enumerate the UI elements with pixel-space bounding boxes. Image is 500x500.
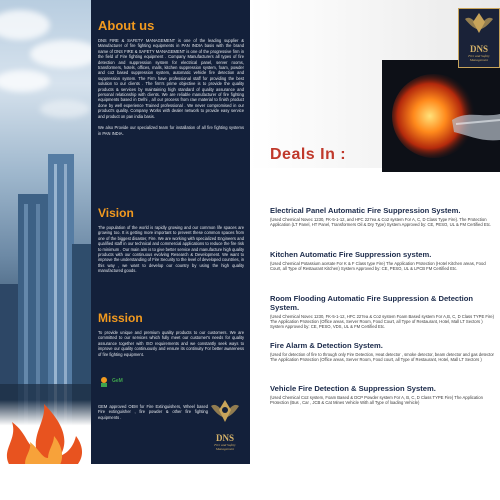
dns-logo-tagline: Fire and Safety Management: [214, 443, 236, 451]
deal-item: [270, 250, 496, 271]
mission-text: To provide unique and premium quality products to our customers. We are committed to our services which fully meet our customer's needs for quality assurance together with ISO requirements and we constantly seek ways to improve our quality continuously and ensure its continuity For better awareness of fire fighting equipment.: [98, 330, 244, 357]
deal-title: Vehicle Fire Detection & Suppression System.: [270, 384, 436, 393]
deal-title: Electrical Panel Automatic Fire Suppression System.: [270, 206, 461, 215]
vision-section: [98, 206, 244, 274]
deal-item: [270, 341, 496, 362]
about-section: [98, 18, 244, 136]
deal-description: (Used Chemical Potassium acetate For K & F Class type Fire) The Application Protection (Hotel Kitchen areas, Food Court, all Type of Restaurant Kitchen) System Approved by: CE, PESO, UL & LPCB FM Certified Etc.: [270, 261, 486, 272]
about-panel: [91, 0, 250, 464]
fire-hand-photo: [382, 60, 500, 172]
deal-item: [270, 206, 496, 227]
gem-text: GEM approved OEM for Fire Extinguishers, Wheel based Fire extinguisher , fire powder & other fire fighting equipments .: [98, 404, 208, 420]
deal-item: [270, 384, 496, 405]
deal-title: Fire Alarm & Detection System.: [270, 341, 383, 350]
about-heading: About us: [98, 18, 155, 33]
deals-page: [250, 0, 500, 464]
vision-text: The population of the world is rapidly growing and our common life spaces are growing too. It is getting more important to prevent these common spaces from one of the biggest disaster, Fire. We are working with specialized Engineers and qualified staff in our technical and commercial applications to reduce the fire risk to minimum . Our main aim is to give better service and manufacture high quality products with our continuous evolving Research & Development. We want to improve the understanding of Fire Security to the level of developed countries, in this way , we want to develop our country by using the high quality manufactured goods.: [98, 225, 244, 274]
dns-logo-letters: DNS: [215, 433, 234, 443]
deal-description: (Used Chemical Novec 1230, FK-5-1-12, HFC 227ea & Co2 system Foam Based system For A,B, C, D Class TYPE Fire) The Application Protection (Office areas, Server Room, Food Court, all Type of Restaurant, Hotel, Mall LT Sectors ) System Approved by: CE, PESO, VDS, UL & FM Certified Etc.: [270, 314, 495, 330]
city-skyline-photo: [0, 0, 91, 464]
gem-logo-text: GeM: [112, 378, 123, 384]
deal-title: Kitchen Automatic Fire Suppression system.: [270, 250, 432, 259]
flame-icon: [0, 400, 91, 464]
dns-logo-top: [458, 8, 500, 68]
dns-logo-top-letters: DNS: [469, 44, 488, 54]
deals-heading: Deals In :: [270, 146, 347, 163]
dns-logo-top-icon: [459, 9, 499, 39]
dns-logo-top-tagline: Fire and Safety Management: [468, 54, 490, 62]
dns-logo-bottom: [207, 396, 243, 452]
deal-description: (Used Chemical Co2 system, Foam Based & DCP Powder system For A, B, C, D Class TYPE Fire) The Application Protection (Bus , Car , JCB & Cat Mines Vehicle With all Type of loading Vehicle): [270, 395, 483, 406]
deal-description: (Used for detection of fire to through only Fire Detection, Heat detector , smoke detector, beam detector and gas detector The Application Protection (Office areas, Server Room, Food court, all Type of Restaurant, Hotel, Mall LT Sectors ): [270, 352, 494, 363]
about-text: DNS FIRE & SAFETY MANAGEMENT is one of the leading supplier & Manufacturer of fire fighting equipments in PAN INDIA basis with the brand name of DNS FIRE & SAFETY MANAGEMENT is one of the progressive firm in the field of Fire fighting equipment . Company Manufacturers all types of fire detection and suppression system for electrical panel, server rooms, transformers, hotels, offices, malls, kitchen suppression system, foam, powder and co2 based suppression system, automatic vehicle fire detection and suppression system. The Firm have professional staff for providing the best solution to our clients . The firm's prime objective is to provide the quality products & services by maintaining high standard of quality assurance and personal relationship with clients. We are reliable manufacturer of fire fighting equipments based in Delhi , all our process from raw material to finish product done by well experience Trained professional . We never compromised in our product's quality. Company Works with dealer network to provide easy service and product on pan india basis.: [98, 38, 244, 119]
gem-logo-icon: [99, 376, 109, 388]
gem-logo: [99, 376, 139, 390]
deal-title: Room Flooding Automatic Fire Suppression & Detection System.: [270, 294, 474, 312]
fire-hand-graphic: [382, 60, 500, 172]
vision-heading: Vision: [98, 206, 134, 220]
bottom-margin: [0, 464, 500, 500]
about-extra-text: We also Provide our specialized team for installation of all fire fighting systems in PAN INDIA.: [98, 125, 244, 136]
mission-heading: Mission: [98, 311, 143, 325]
mission-section: [98, 311, 244, 357]
deal-item: [270, 294, 496, 330]
deal-description: (Used Chemical Novec 1230, FK-5-1-12, and HFC 227ea & Co2 system For A, C, D Class Type Fire). The Protection Application (LT Panel, HT Panel, Transformers Oil & Dry Type) System Approved by: CE, PESO, UL & FM Certified Etc.: [270, 217, 492, 228]
dns-logo-icon: [207, 396, 243, 428]
